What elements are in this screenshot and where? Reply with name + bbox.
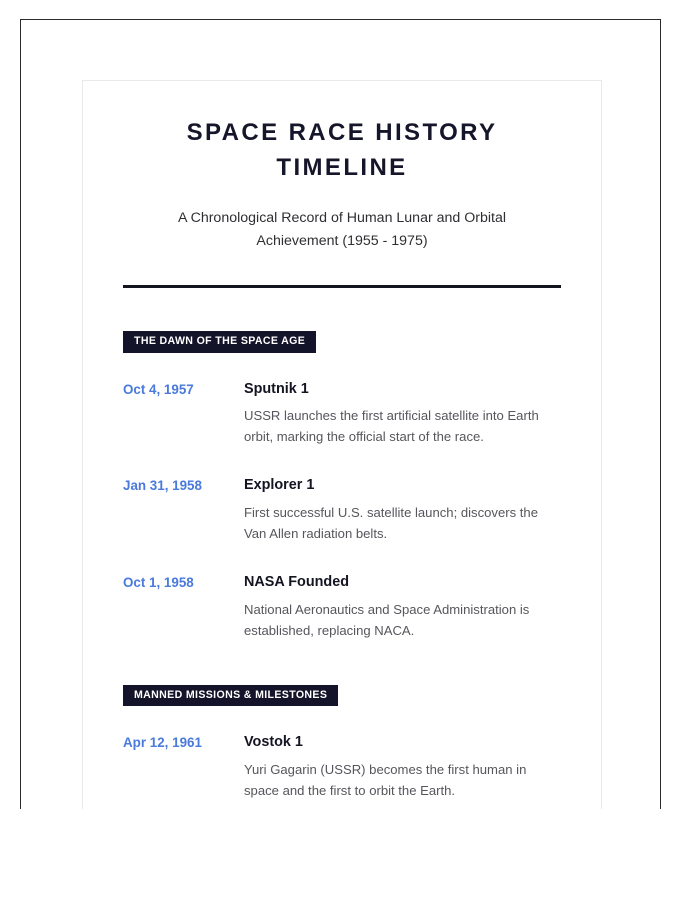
- entry-body: [244, 733, 561, 801]
- timeline-entry-list: [123, 353, 561, 642]
- page-subtitle: A Chronological Record of Human Lunar and Orbital Achievement (1955 - 1975): [177, 210, 507, 250]
- entry-title: Explorer 1: [244, 477, 315, 494]
- timeline-section: [123, 641, 561, 801]
- timeline-entry-list: [123, 706, 561, 801]
- entry-description: USSR launches the first artificial satellite into Earth orbit, marking the official start of the race.: [244, 407, 539, 445]
- entry-date: Apr 12, 1961: [123, 735, 202, 751]
- entry-description: Yuri Gagarin (USSR) becomes the first human in space and the first to orbit the Earth.: [244, 761, 527, 799]
- section-badge: THE DAWN OF THE SPACE AGE: [123, 331, 316, 352]
- timeline-section: [123, 288, 561, 641]
- timeline-entry[interactable]: [123, 706, 561, 801]
- entry-body: [244, 573, 561, 641]
- timeline-entry[interactable]: [123, 544, 561, 641]
- document-content: [83, 81, 601, 801]
- document-card: [82, 80, 602, 809]
- timeline-entry[interactable]: [123, 353, 561, 448]
- entry-date: Jan 31, 1958: [123, 478, 202, 494]
- entry-title: Vostok 1: [244, 734, 303, 751]
- page-frame: [20, 19, 661, 809]
- timeline-entry[interactable]: [123, 447, 561, 544]
- page-title: SPACE RACE HISTORY TIMELINE: [186, 119, 498, 182]
- entry-date: Oct 4, 1957: [123, 381, 194, 397]
- entry-description: National Aeronautics and Space Administration is established, replacing NACA.: [244, 601, 530, 638]
- entry-body: [244, 476, 561, 544]
- entry-body: [244, 380, 561, 448]
- entry-description: First successful U.S. satellite launch; discovers the Van Allen radiation belts.: [244, 504, 538, 541]
- entry-title: Sputnik 1: [244, 380, 309, 397]
- entry-title: NASA Founded: [244, 574, 349, 591]
- entry-date: Oct 1, 1958: [123, 575, 194, 591]
- section-badge: MANNED MISSIONS & MILESTONES: [123, 685, 338, 706]
